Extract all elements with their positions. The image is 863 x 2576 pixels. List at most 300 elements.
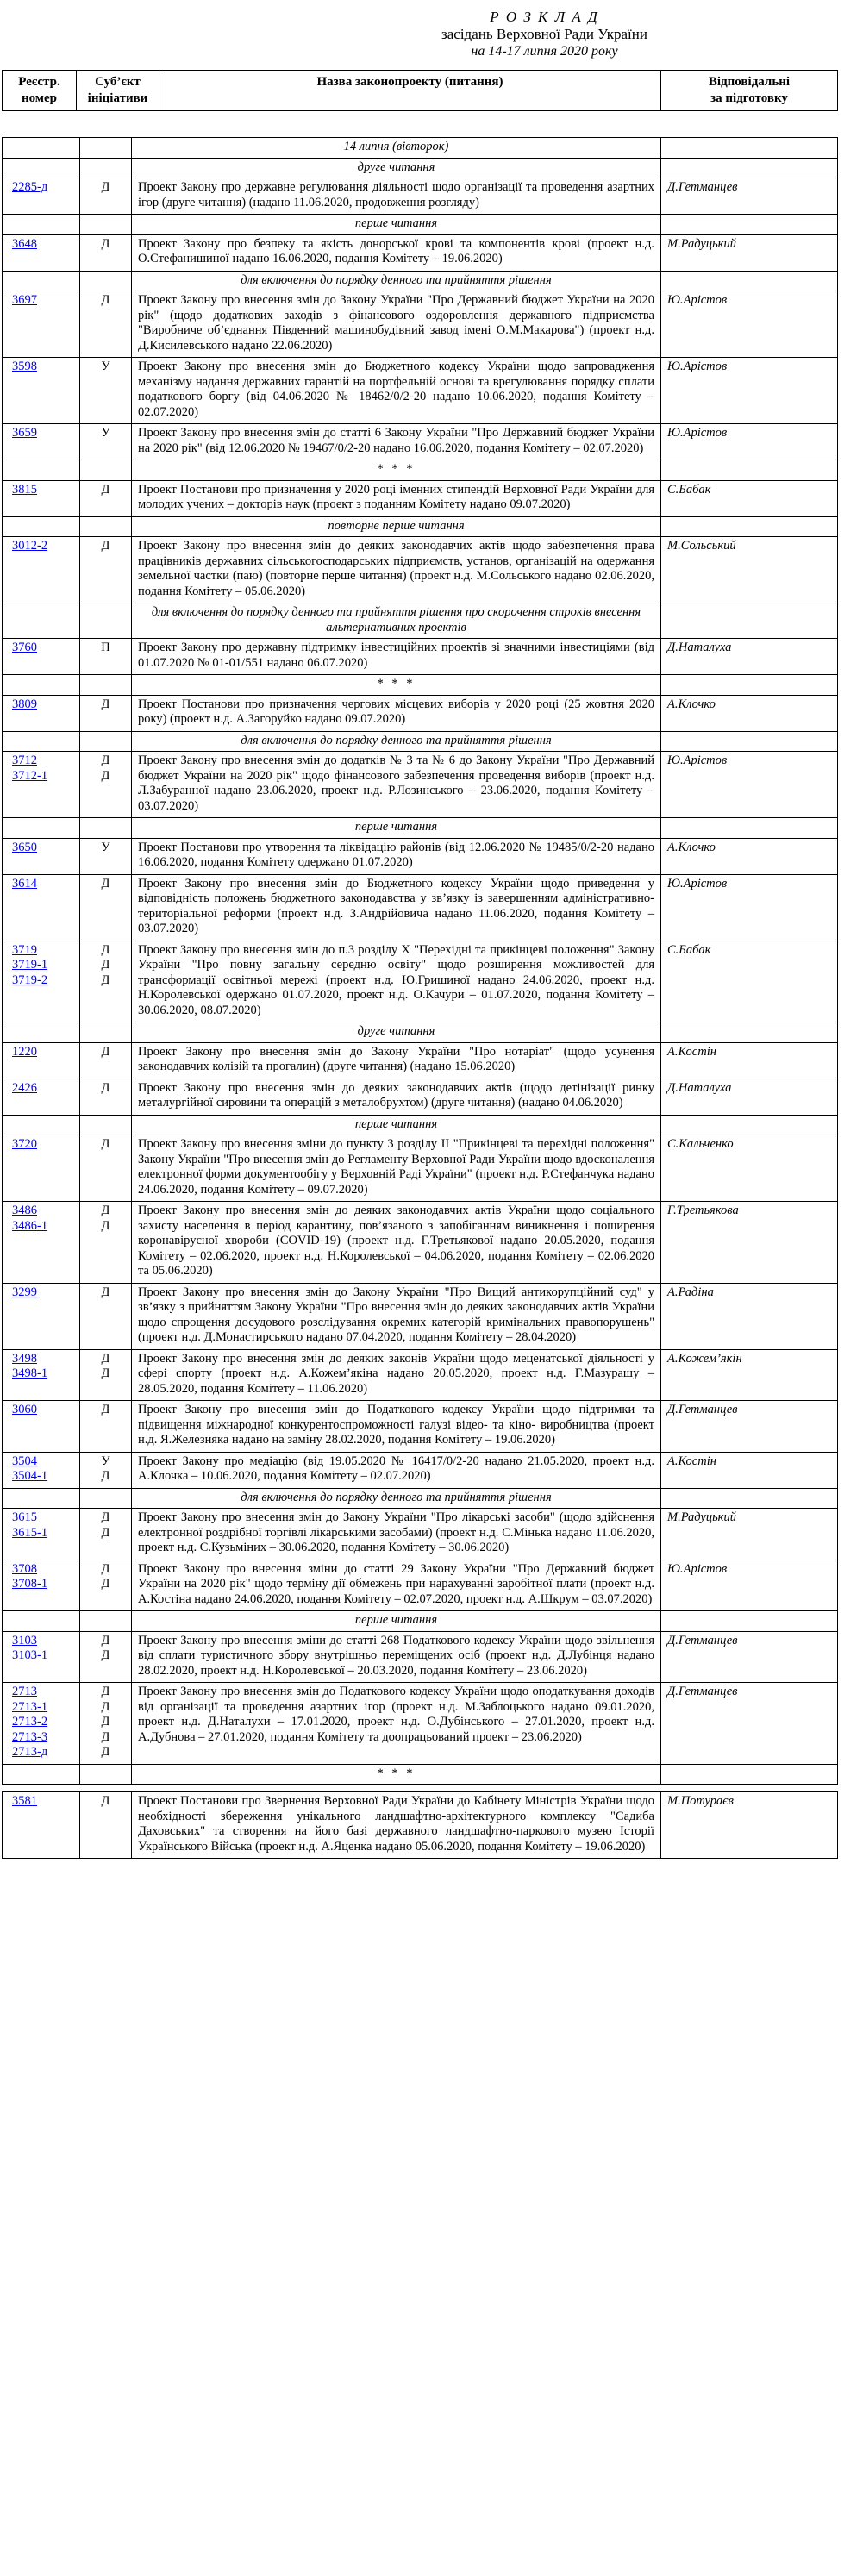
responsible-name: А.Кожем’якін (661, 1349, 838, 1401)
responsible-name: А.Клочко (661, 838, 838, 874)
section-row (3, 460, 838, 481)
initiative-subject-cell (80, 874, 132, 941)
empty-number-cell (3, 1022, 80, 1043)
section-label: повторне перше читання (132, 516, 661, 537)
empty-subject-cell (80, 1764, 132, 1785)
initiative-subject-letter: Д (101, 697, 110, 711)
section-row (3, 818, 838, 839)
bill-number-cell (3, 1792, 80, 1859)
header-row (3, 71, 838, 111)
section-label: * * * (132, 1764, 661, 1785)
bill-title: Проект Закону про внесення змін до додатків № 3 та № 6 до Закону України "Про Державний бюджет України на 2020 рік" щодо фінансового забезпечення проведення виборів (проект н.д. Л.Забуранної надано 23.06.2020, проект н.д. Р.Лозинського – 23.06.2020, подання Комітету – 03.07.2020) (132, 752, 661, 818)
bill-number-cell (3, 1683, 80, 1765)
bill-number-link[interactable]: 3648 (12, 236, 37, 251)
bill-row (3, 1509, 838, 1560)
initiative-subject-letter: Д (101, 1715, 110, 1729)
responsible-name: С.Бабак (661, 480, 838, 516)
responsible-name: С.Кальченко (661, 1135, 838, 1202)
bill-number-link[interactable]: 2285-д (12, 180, 48, 194)
initiative-subject-letter: Д (101, 1794, 110, 1808)
bill-number-cell (3, 639, 80, 675)
section-label: * * * (132, 460, 661, 481)
initiative-subject-letter: Д (101, 1285, 110, 1299)
initiative-subject-cell (80, 424, 132, 460)
bill-number-link[interactable]: 3614 (12, 876, 37, 891)
bill-number-cell (3, 358, 80, 424)
bill-number-link[interactable]: 3815 (12, 482, 37, 497)
header-reg-number (3, 71, 77, 111)
empty-number-cell (3, 818, 80, 839)
initiative-subject-letter: Д (101, 1729, 110, 1744)
empty-subject-cell (80, 1115, 132, 1135)
initiative-subject-letter: У (101, 840, 110, 854)
bill-row (3, 752, 838, 818)
bill-title: Проект Закону про внесення змін до Податкового кодексу України щодо підтримки та підвищення міжнародної конкурентоспроможності галузі відео- та кіно- виробництва (проект н.д. Я.Железняка надано на заміну 28.02.2020, подання Комітету – 19.06.2020) (132, 1401, 661, 1453)
responsible-name: Д.Гетманцев (661, 1401, 838, 1453)
empty-responsible-cell (661, 138, 838, 159)
responsible-name: Ю.Арістов (661, 291, 838, 358)
empty-subject-cell (80, 1611, 132, 1632)
bill-number-link[interactable]: 3760 (12, 641, 37, 654)
empty-number-cell (3, 138, 80, 159)
header-subject-line1: Суб’єкт (95, 75, 141, 89)
responsible-name: М.Радуцький (661, 234, 838, 271)
bill-number-link[interactable]: 3712 (12, 753, 37, 767)
empty-responsible-cell (661, 1115, 838, 1135)
bill-title: Проект Закону про внесення зміни до статті 29 Закону України "Про Державний бюджет України на 2020 рік" щодо терміну дії обмежень при нарахуванні заробітної плати (проект н.д. А.Костіна надано 24.06.2020, подання Комітету – 02.07.2020, проект н.д. А.Шкрум – 03.07.2020) (132, 1560, 661, 1611)
initiative-subject-letter: Д (101, 876, 110, 891)
section-row (3, 1022, 838, 1043)
responsible-name: А.Костін (661, 1452, 838, 1488)
header-responsible-line2: за підготовку (710, 91, 788, 105)
bill-number-cell (3, 838, 80, 874)
bill-number-link[interactable]: 3486 (12, 1204, 37, 1217)
document-title-line1: Р О З К Л А Д (490, 9, 599, 25)
responsible-name: М.Сольський (661, 537, 838, 603)
section-row (3, 215, 838, 235)
bill-title: Проект Закону про внесення змін до Закону України "Про Державний бюджет України на 2020 рік" (щодо додаткових заходів з фінансового оздоровлення державного підприємства "Виробниче об’єднання Південний машинобудівний завод імені О.М.Макарова") (проект н.д. Д.Кисилевського надано 22.06.2020) (132, 291, 661, 358)
bill-row (3, 358, 838, 424)
section-label: для включення до порядку денного та прийняття рішення про скорочення строків внесення альтернативних проектів (132, 603, 661, 639)
empty-number-cell (3, 1488, 80, 1509)
empty-number-cell (3, 158, 80, 178)
empty-responsible-cell (661, 215, 838, 235)
bill-row (3, 537, 838, 603)
responsible-name: А.Клочко (661, 695, 838, 731)
bill-row (3, 874, 838, 941)
initiative-subject-cell (80, 752, 132, 818)
initiative-subject-cell (80, 695, 132, 731)
bill-number-cell (3, 1560, 80, 1611)
empty-responsible-cell (661, 731, 838, 752)
responsible-name: М.Радуцький (661, 1509, 838, 1560)
bill-row (3, 1042, 838, 1079)
initiative-subject-letter: Д (101, 1044, 110, 1059)
header-bill-title: Назва законопроекту (питання) (159, 71, 661, 111)
bill-row (3, 291, 838, 358)
initiative-subject-letter: Д (101, 768, 110, 783)
initiative-subject-letter: Д (101, 1633, 110, 1648)
empty-subject-cell (80, 603, 132, 639)
initiative-subject-cell (80, 1079, 132, 1115)
empty-subject-cell (80, 158, 132, 178)
bill-number-cell (3, 1283, 80, 1349)
bill-row (3, 1631, 838, 1683)
bill-row (3, 1202, 838, 1284)
initiative-subject-cell (80, 1135, 132, 1202)
initiative-subject-cell (80, 1042, 132, 1079)
bill-row (3, 1283, 838, 1349)
responsible-name: М.Потураєв (661, 1792, 838, 1859)
bill-number-link[interactable]: 3697 (12, 293, 37, 307)
empty-responsible-cell (661, 516, 838, 537)
section-label: друге читання (132, 158, 661, 178)
bill-row (3, 1452, 838, 1488)
header-table (2, 70, 838, 111)
bill-title: Проект Закону про внесення змін до деяких законів України щодо меценатської діяльності у сфері спорту (проект н.д. А.Кожем’якіна надано 20.05.2020, проект н.д. Г.Мазурашу – 28.05.2020, подання Комітету – 11.06.2020) (132, 1349, 661, 1401)
bill-title: Проект Постанови про призначення чергових місцевих виборів у 2020 році (25 жовтня 2020 року) (проект н.д. А.Загоруйко надано 09.07.2020) (132, 695, 661, 731)
empty-subject-cell (80, 731, 132, 752)
bill-number-link[interactable]: 2713-д (12, 1745, 48, 1759)
bill-number-cell (3, 234, 80, 271)
initiative-subject-letter: Д (101, 1218, 110, 1233)
empty-responsible-cell (661, 1611, 838, 1632)
section-row (3, 731, 838, 752)
bill-title: Проект Закону про внесення змін до Бюджетного кодексу України щодо приведення у відповідність положень бюджетного законодавства у зв’язку із завершенням адміністративно-територіальної реформи (проект н.д. З.Андрійовича надано 11.06.2020, подання Комітету – 03.07.2020) (132, 874, 661, 941)
bill-number-cell (3, 424, 80, 460)
bill-title: Проект Постанови про утворення та ліквідацію районів (від 12.06.2020 № 19485/0/2-20 надано 16.06.2020, подання Комітету одержано 01.07.2020) (132, 838, 661, 874)
empty-responsible-cell (661, 1022, 838, 1043)
initiative-subject-letter: Д (101, 1685, 110, 1698)
bill-row (3, 639, 838, 675)
bill-number-link[interactable]: 3060 (12, 1403, 37, 1416)
bill-number-link[interactable]: 3650 (12, 840, 37, 854)
initiative-subject-letter: Д (101, 1577, 110, 1591)
empty-responsible-cell (661, 675, 838, 696)
initiative-subject-letter: У (101, 1454, 110, 1468)
section-row (3, 516, 838, 537)
empty-subject-cell (80, 1488, 132, 1509)
bill-number-cell (3, 752, 80, 818)
bill-row (3, 1683, 838, 1765)
initiative-subject-letter: Д (101, 1469, 110, 1483)
responsible-name: Д.Наталуха (661, 639, 838, 675)
initiative-subject-cell (80, 234, 132, 271)
initiative-subject-cell (80, 1631, 132, 1683)
responsible-name: Д.Гетманцев (661, 1631, 838, 1683)
schedule-body (0, 137, 863, 1859)
bill-row (3, 1349, 838, 1401)
empty-subject-cell (80, 271, 132, 291)
section-label: 14 липня (вівторок) (132, 138, 661, 159)
bill-title: Проект Закону про внесення змін до деяких законодавчих актів (щодо детінізації ринку металургійної сировини та операцій з металобрухтом) (друге читання) (надано 04.06.2020) (132, 1079, 661, 1115)
bill-number-link[interactable]: 2713-1 (12, 1699, 48, 1714)
section-row (3, 271, 838, 291)
bill-row (3, 695, 838, 731)
initiative-subject-cell (80, 1560, 132, 1611)
initiative-subject-letter: Д (101, 1525, 110, 1540)
initiative-subject-cell (80, 1401, 132, 1453)
initiative-subject-letter: Д (101, 293, 110, 307)
empty-responsible-cell (661, 1488, 838, 1509)
bill-number-link[interactable]: 3720 (12, 1137, 37, 1151)
section-label: перше читання (132, 818, 661, 839)
bill-title: Проект Закону про внесення змін до Бюджетного кодексу України щодо запровадження механізму надання державних гарантій на портфельній основі та врегулювання порядку сплати податкового боргу (від 04.06.2020 № 18462/0/2-20 надано 10.06.2020, подання Комітету – 02.07.2020) (132, 358, 661, 424)
responsible-name: Ю.Арістов (661, 358, 838, 424)
initiative-subject-letter: У (101, 426, 110, 440)
document-title (0, 0, 863, 59)
initiative-subject-letter: Д (101, 1510, 110, 1524)
empty-number-cell (3, 1611, 80, 1632)
initiative-subject-cell (80, 1792, 132, 1859)
initiative-subject-cell (80, 178, 132, 215)
bill-row (3, 1792, 838, 1859)
bill-number-cell (3, 1079, 80, 1115)
empty-subject-cell (80, 516, 132, 537)
bill-title: Проект Закону про внесення змін до Податкового кодексу України щодо оподаткування доходів від організації та проведення азартних ігор (проект н.д. М.Заблоцького надано 09.01.2020, проект н.д. Д.Наталухи – 17.01.2020, проект н.д. О.Дубінського – 27.01.2020, проект н.д. А.Дубнова – 27.01.2020, подання Комітету та доопрацьований проект – 23.06.2020) (132, 1683, 661, 1765)
bill-row (3, 838, 838, 874)
initiative-subject-cell (80, 838, 132, 874)
initiative-subject-letter: Д (101, 972, 110, 987)
bill-title: Проект Закону про державну підтримку інвестиційних проектів зі значними інвестиціями (від 01.07.2020 № 01-01/551 надано 06.07.2020) (132, 639, 661, 675)
section-row (3, 675, 838, 696)
bill-number-link[interactable]: 3708-1 (12, 1577, 48, 1591)
empty-subject-cell (80, 818, 132, 839)
bill-number-cell (3, 695, 80, 731)
bill-number-cell (3, 480, 80, 516)
responsible-name: С.Бабак (661, 941, 838, 1022)
bill-title: Проект Закону про безпеку та якість донорської крові та компонентів крові (проект н.д. О.Стефанишиної надано 16.06.2020, подання Комітету – 19.06.2020) (132, 234, 661, 271)
header-reg-number-line1: Реєстр. (18, 75, 60, 89)
bill-number-link[interactable]: 3504-1 (12, 1469, 48, 1483)
bill-number-link[interactable]: 3103-1 (12, 1648, 48, 1662)
section-label: для включення до порядку денного та прийняття рішення (132, 731, 661, 752)
bill-number-cell (3, 1202, 80, 1284)
header-reg-number-line2: номер (21, 91, 58, 105)
bill-number-link[interactable]: 2426 (12, 1080, 37, 1095)
initiative-subject-cell (80, 480, 132, 516)
empty-responsible-cell (661, 1764, 838, 1785)
initiative-subject-cell (80, 1283, 132, 1349)
initiative-subject-letter: Д (101, 1403, 110, 1416)
bill-row (3, 178, 838, 215)
initiative-subject-letter: Д (101, 539, 110, 553)
responsible-name: А.Костін (661, 1042, 838, 1079)
initiative-subject-letter: П (101, 641, 110, 654)
bill-number-cell (3, 537, 80, 603)
initiative-subject-letter: Д (101, 1699, 110, 1714)
initiative-subject-letter: Д (101, 180, 110, 194)
document-title-line2: засідань Верховної Ради України (441, 26, 647, 42)
bill-title: Проект Постанови про Звернення Верховної Ради України до Кабінету Міністрів України щодо необхідності збереження унікального ландшафтно-архітектурного комплексу "Садиба Даховських" та створення на його базі державного ландшафтно-паркового музею Історії Українського Війська (проект н.д. А.Яценка надано 05.06.2020, подання Комітету – 19.06.2020) (132, 1792, 661, 1859)
initiative-subject-cell (80, 1202, 132, 1284)
empty-responsible-cell (661, 460, 838, 481)
header-responsible (661, 71, 838, 111)
responsible-name: Ю.Арістов (661, 752, 838, 818)
bill-number-link[interactable]: 3719-2 (12, 972, 48, 987)
bill-number-link[interactable]: 3719-1 (12, 958, 48, 972)
bill-number-cell (3, 1509, 80, 1560)
bill-number-link[interactable]: 1220 (12, 1044, 37, 1059)
section-label: для включення до порядку денного та прийняття рішення (132, 271, 661, 291)
bill-number-link[interactable]: 2713 (12, 1685, 37, 1698)
bill-title: Проект Закону про медіацію (від 19.05.2020 № 16417/0/2-20 надано 21.05.2020, проект н.д. А.Клочка – 10.06.2020, подання Комітету – 02.07.2020) (132, 1452, 661, 1488)
bill-row (3, 424, 838, 460)
initiative-subject-letter: Д (101, 1648, 110, 1662)
bill-row (3, 1135, 838, 1202)
initiative-subject-cell (80, 358, 132, 424)
initiative-subject-letter: Д (101, 236, 110, 251)
section-label: друге читання (132, 1022, 661, 1043)
section-label: перше читання (132, 1611, 661, 1632)
initiative-subject-letter: Д (101, 753, 110, 767)
empty-subject-cell (80, 460, 132, 481)
bill-title: Проект Закону про внесення змін до деяких законодавчих актів щодо забезпечення права працівників державних сільськогосподарських підприємств, установ, організацій на одержання земельної частки (паю) (повторне перше читання) (проект н.д. М.Сольського надано 02.06.2020, подання Комітету – 05.06.2020) (132, 537, 661, 603)
empty-number-cell (3, 1764, 80, 1785)
initiative-subject-letter: Д (101, 1351, 110, 1366)
bill-number-link[interactable]: 3299 (12, 1285, 37, 1299)
initiative-subject-cell (80, 941, 132, 1022)
section-row (3, 1488, 838, 1509)
empty-responsible-cell (661, 158, 838, 178)
bill-title: Проект Постанови про призначення у 2020 році іменних стипендій Верховної Ради України для молодих учених – докторів наук (проект з поданням Комітету надано 09.07.2020) (132, 480, 661, 516)
section-label: перше читання (132, 215, 661, 235)
bill-row (3, 1079, 838, 1115)
empty-number-cell (3, 271, 80, 291)
bill-row (3, 480, 838, 516)
empty-subject-cell (80, 215, 132, 235)
bill-row (3, 234, 838, 271)
initiative-subject-letter: Д (101, 1745, 110, 1759)
section-label: перше читання (132, 1115, 661, 1135)
section-row (3, 138, 838, 159)
initiative-subject-cell (80, 1452, 132, 1488)
empty-number-cell (3, 215, 80, 235)
bill-number-link[interactable]: 3615-1 (12, 1525, 48, 1540)
responsible-name: Д.Гетманцев (661, 178, 838, 215)
schedule-table (2, 1791, 838, 1859)
bill-number-link[interactable]: 3504 (12, 1454, 37, 1468)
bill-number-cell (3, 1042, 80, 1079)
bill-row (3, 1560, 838, 1611)
bill-title: Проект Закону про внесення змін до деяких законодавчих актів України щодо соціального захисту населення в період карантину, пов’язаного з запобіганням виникнення і поширення коронавірусної хвороби (COVID-19) (проект н.д. Г.Третьякової надано 20.05.2020, подання Комітету – 02.06.2020, проект н.д. Н.Королевської – 04.06.2020, подання Комітету – 02.06.2020 та 05.06.2020) (132, 1202, 661, 1284)
header-subject (77, 71, 159, 111)
bill-title: Проект Закону про внесення зміни до пункту 3 розділу II "Прикінцеві та перехідні положення" Закону України "Про внесення змін до Регламенту Верховної Ради України щодо вдосконалення електронної форми документообігу у Верховній Раді України" (проект н.д. Р.Стефанчука надано 24.06.2020, подання Комітету – 09.07.2020) (132, 1135, 661, 1202)
empty-responsible-cell (661, 271, 838, 291)
bill-number-link[interactable]: 3615 (12, 1510, 37, 1524)
bill-number-link[interactable]: 3103 (12, 1633, 37, 1648)
initiative-subject-letter: Д (101, 1137, 110, 1151)
bill-number-link[interactable]: 3498-1 (12, 1366, 48, 1380)
empty-responsible-cell (661, 603, 838, 639)
bill-number-cell (3, 1631, 80, 1683)
responsible-name: Д.Гетманцев (661, 1683, 838, 1765)
initiative-subject-cell (80, 537, 132, 603)
initiative-subject-letter: Д (101, 482, 110, 497)
section-row (3, 1764, 838, 1785)
bill-title: Проект Закону про внесення змін до Закону України "Про нотаріат" (щодо усунення законодавчих колізій та прогалин) (друге читання) (надано 15.06.2020) (132, 1042, 661, 1079)
bill-number-link[interactable]: 3498 (12, 1351, 37, 1366)
bill-number-cell (3, 178, 80, 215)
section-row (3, 603, 838, 639)
bill-row (3, 1401, 838, 1453)
section-row (3, 1115, 838, 1135)
section-row (3, 158, 838, 178)
empty-subject-cell (80, 1022, 132, 1043)
bill-number-link[interactable]: 2713-3 (12, 1729, 48, 1744)
bill-title: Проект Закону про внесення змін до Закону України "Про лікарські засоби" (щодо здійснення електронної роздрібної торгівлі лікарськими засобами) (проект н.д. С.Мінька надано 11.06.2020, проект н.д. С.Кузьміних – 30.06.2020, подання Комітету – 30.06.2020) (132, 1509, 661, 1560)
bill-number-link[interactable]: 3012-2 (12, 539, 48, 553)
initiative-subject-letter: Д (101, 1080, 110, 1095)
responsible-name: Ю.Арістов (661, 1560, 838, 1611)
empty-number-cell (3, 603, 80, 639)
empty-number-cell (3, 731, 80, 752)
bill-number-link[interactable]: 3486-1 (12, 1218, 48, 1233)
empty-subject-cell (80, 675, 132, 696)
bill-number-link[interactable]: 3712-1 (12, 768, 48, 783)
initiative-subject-cell (80, 1683, 132, 1765)
header-subject-line2: ініціативи (87, 91, 148, 105)
bill-number-link[interactable]: 3598 (12, 360, 37, 373)
responsible-name: Ю.Арістов (661, 874, 838, 941)
initiative-subject-cell (80, 639, 132, 675)
bill-number-link[interactable]: 3809 (12, 697, 37, 711)
empty-number-cell (3, 1115, 80, 1135)
document-title-line3: на 14-17 липня 2020 року (471, 44, 618, 59)
bill-number-cell (3, 1401, 80, 1453)
bill-title: Проект Закону про внесення зміни до статті 268 Податкового кодексу України щодо звільнення від сплати туристичного збору внутрішньо переміщених осіб (проект н.д. Д.Лубінця надано 28.02.2020, проект н.д. Н.Королевської – 20.03.2020, подання Комітету – 23.06.2020) (132, 1631, 661, 1683)
bill-number-cell (3, 1349, 80, 1401)
empty-subject-cell (80, 138, 132, 159)
bill-row (3, 941, 838, 1022)
bill-number-link[interactable]: 2713-2 (12, 1715, 48, 1729)
bill-title: Проект Закону про внесення змін до статті 6 Закону України "Про Державний бюджет України на 2020 рік" (від 12.06.2020 № 19467/0/2-20 надано 16.06.2020, подання Комітету – 02.07.2020) (132, 424, 661, 460)
initiative-subject-letter: У (101, 360, 110, 373)
section-label: для включення до порядку денного та прийняття рішення (132, 1488, 661, 1509)
empty-number-cell (3, 516, 80, 537)
section-label: * * * (132, 675, 661, 696)
bill-number-link[interactable]: 3708 (12, 1561, 37, 1576)
bill-number-link[interactable]: 3719 (12, 942, 37, 957)
responsible-name: Д.Наталуха (661, 1079, 838, 1115)
bill-number-cell (3, 1135, 80, 1202)
bill-number-cell (3, 291, 80, 358)
empty-responsible-cell (661, 818, 838, 839)
section-row (3, 1611, 838, 1632)
bill-number-link[interactable]: 3581 (12, 1794, 37, 1808)
responsible-name: Г.Третьякова (661, 1202, 838, 1284)
initiative-subject-cell (80, 1349, 132, 1401)
bill-title: Проект Закону про внесення змін до п.3 розділу X "Перехідні та прикінцеві положення" Закону України "Про повну загальну середню освіту" щодо розширення можливостей для трансформації освітньої мережі (проект н.д. Ю.Гришиної надано 24.06.2020, проект н.д. Н.Королевської одержано 01.07.2020, проект н.д. О.Качури – 01.07.2020, подання Комітету – 30.06.2020, 08.07.2020) (132, 941, 661, 1022)
initiative-subject-letter: Д (101, 1366, 110, 1380)
bill-number-cell (3, 874, 80, 941)
initiative-subject-letter: Д (101, 1561, 110, 1576)
initiative-subject-cell (80, 291, 132, 358)
bill-number-cell (3, 1452, 80, 1488)
header-responsible-line1: Відповідальні (708, 75, 791, 89)
initiative-subject-letter: Д (101, 958, 110, 972)
responsible-name: Ю.Арістов (661, 424, 838, 460)
bill-title: Проект Закону про внесення змін до Закону України "Про Вищий антикорупційний суд" у зв’язку з прийняттям Закону України "Про внесення змін до деяких законодавчих актів України щодо спрощення досудового розслідування окремих категорій кримінальних правопорушень" (проект н.д. Д.Монастирського надано 07.04.2020, подання Комітету – 28.04.2020) (132, 1283, 661, 1349)
bill-number-link[interactable]: 3659 (12, 426, 37, 440)
empty-number-cell (3, 460, 80, 481)
initiative-subject-letter: Д (101, 942, 110, 957)
empty-number-cell (3, 675, 80, 696)
schedule-table (2, 137, 838, 1785)
bill-number-cell (3, 941, 80, 1022)
initiative-subject-cell (80, 1509, 132, 1560)
responsible-name: А.Радіна (661, 1283, 838, 1349)
